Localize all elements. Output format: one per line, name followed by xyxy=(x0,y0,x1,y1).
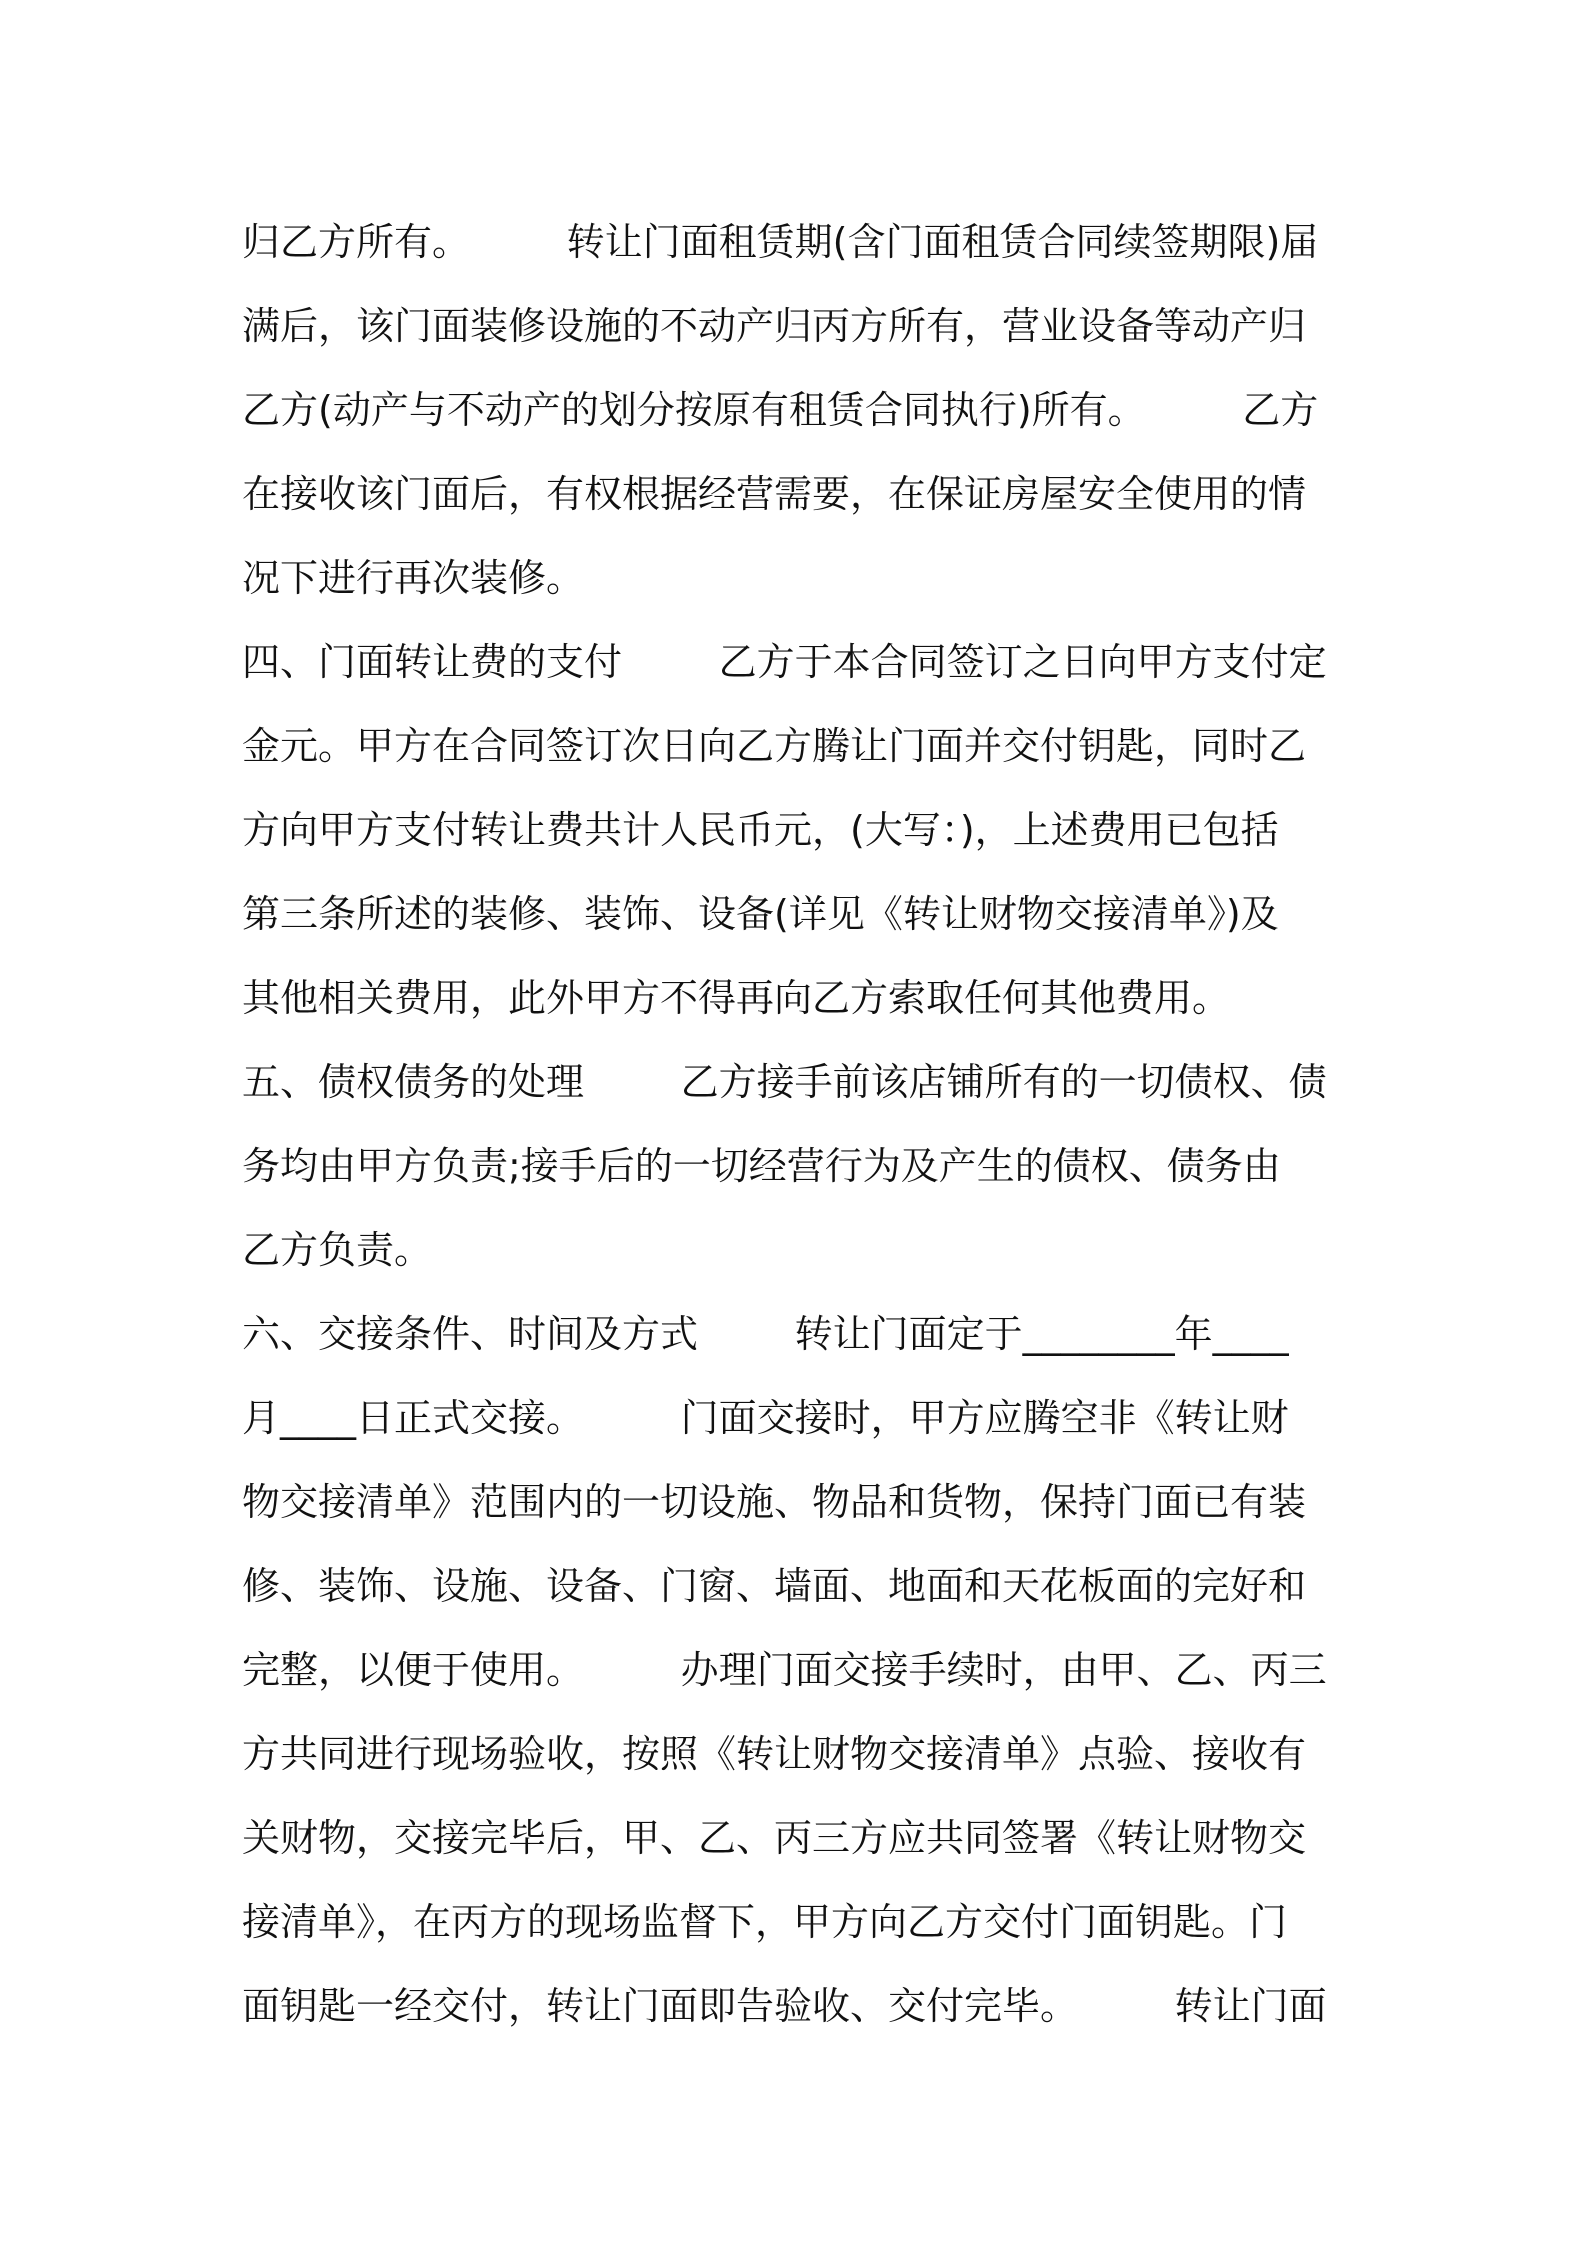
text-line: 物交接清单》范围内的一切设施、物品和货物，保持门面已有装 xyxy=(242,1480,1307,1524)
text-line: 月____日正式交接。 门面交接时，甲方应腾空非《转让财 xyxy=(242,1396,1289,1440)
text-line: 面钥匙一经交付，转让门面即告验收、交付完毕。 转让门面 xyxy=(242,1984,1327,2028)
text-line: 第三条所述的装修、装饰、设备(详见《转让财物交接清单》)及 xyxy=(242,892,1279,936)
contract-text xyxy=(242,200,1362,2048)
text-line: 方向甲方支付转让费共计人民币元，(大写：)，上述费用已包括 xyxy=(242,808,1279,852)
text-line: 满后，该门面装修设施的不动产归丙方所有，营业设备等动产归 xyxy=(242,304,1307,348)
text-line: 乙方(动产与不动产的划分按原有租赁合同执行)所有。 乙方 xyxy=(242,388,1319,432)
text-line: 完整，以便于使用。 办理门面交接手续时，由甲、乙、丙三 xyxy=(242,1648,1327,1692)
text-line: 四、门面转让费的支付 乙方于本合同签订之日向甲方支付定 xyxy=(242,640,1327,684)
text-line: 方共同进行现场验收，按照《转让财物交接清单》点验、接收有 xyxy=(242,1732,1307,1776)
text-line: 五、债权债务的处理 乙方接手前该店铺所有的一切债权、债 xyxy=(242,1060,1327,1104)
text-line: 六、交接条件、时间及方式 转让门面定于________年____ xyxy=(242,1312,1289,1356)
text-line: 在接收该门面后，有权根据经营需要，在保证房屋安全使用的情 xyxy=(242,472,1307,516)
text-line: 况下进行再次装修。 xyxy=(242,556,585,600)
text-line: 金元。甲方在合同签订次日向乙方腾让门面并交付钥匙，同时乙 xyxy=(242,724,1307,768)
text-line: 其他相关费用，此外甲方不得再向乙方索取任何其他费用。 xyxy=(242,976,1231,1020)
text-line: 乙方负责。 xyxy=(242,1228,433,1272)
text-line: 关财物，交接完毕后，甲、乙、丙三方应共同签署《转让财物交 xyxy=(242,1816,1307,1860)
text-line: 接清单》，在丙方的现场监督下，甲方向乙方交付门面钥匙。门 xyxy=(242,1900,1288,1944)
text-line: 修、装饰、设施、设备、门窗、墙面、地面和天花板面的完好和 xyxy=(242,1564,1307,1608)
text-line: 归乙方所有。 转让门面租赁期(含门面租赁合同续签期限)届 xyxy=(242,220,1319,264)
text-line: 务均由甲方负责;接手后的一切经营行为及产生的债权、债务由 xyxy=(242,1144,1281,1188)
